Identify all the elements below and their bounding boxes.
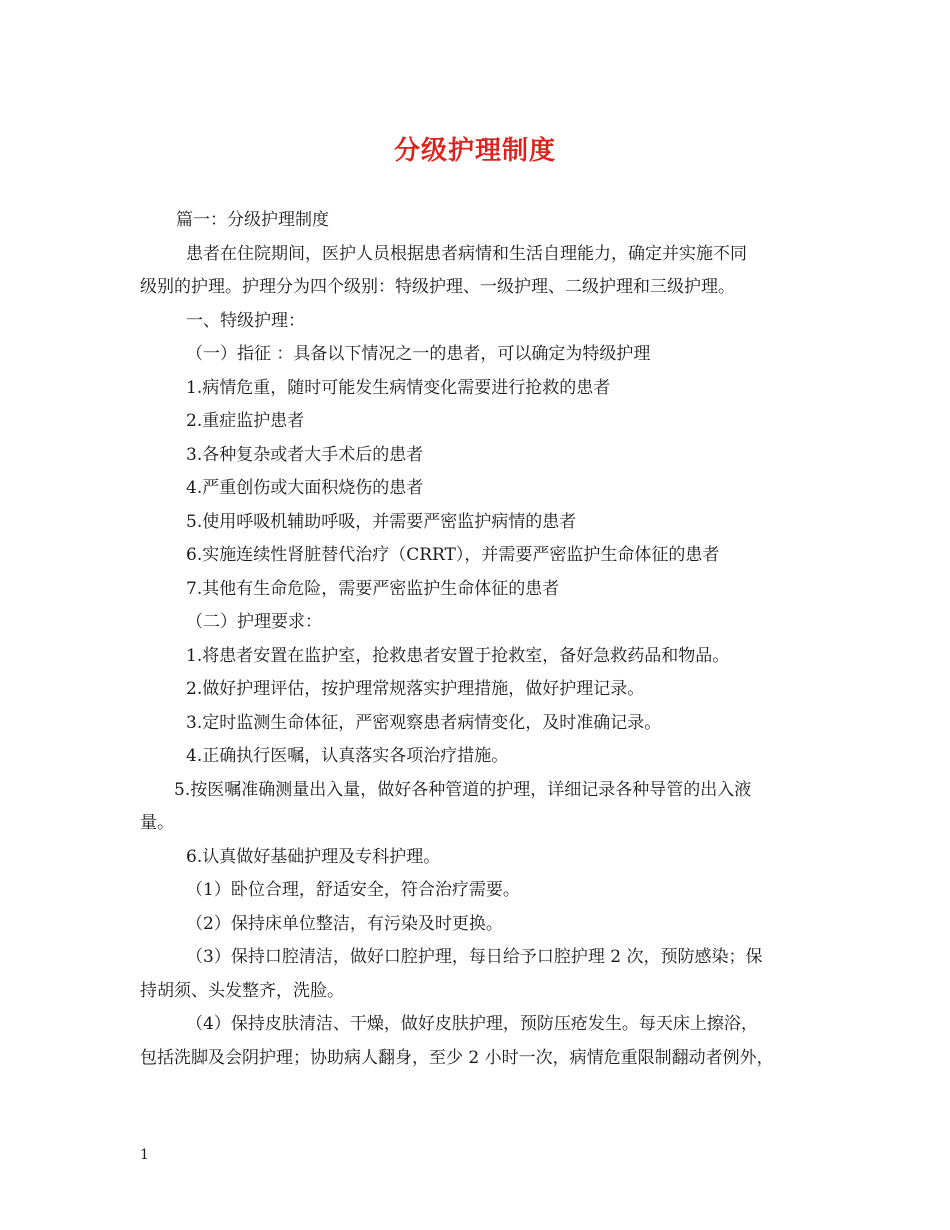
sub-list-item: （2）保持床单位整洁，有污染及时更换。 [186, 913, 503, 934]
section-heading: 篇一：分级护理制度 [176, 210, 329, 230]
list-item: 4.严重创伤或大面积烧伤的患者 [186, 478, 424, 498]
list-item: 3.各种复杂或者大手术后的患者 [186, 444, 424, 465]
paragraph-line: 患者在住院期间，医护人员根据患者病情和生活自理能力，确定并实施不同 [186, 243, 747, 264]
section-heading: 一、特级护理： [186, 310, 305, 331]
list-item-continuation: 量。 [140, 813, 174, 833]
document-title: 分级护理制度 [393, 136, 556, 166]
list-item: 5.按医嘱准确测量出入量，做好各种管道的护理，详细记录各种导管的出入液 [174, 779, 752, 800]
sub-list-item: （3）保持口腔清洁，做好口腔护理，每日给予口腔护理 2 次，预防感染；保 [186, 947, 763, 967]
sub-list-item: （1）卧位合理，舒适安全，符合治疗需要。 [186, 880, 520, 900]
document-body [140, 204, 820, 1075]
list-item: 6.认真做好基础护理及专科护理。 [186, 846, 441, 867]
list-item: 5.使用呼吸机辅助呼吸，并需要严密监护病情的患者 [186, 511, 577, 532]
list-item: 4.正确执行医嘱，认真落实各项治疗措施。 [186, 746, 509, 766]
list-item: 1.病情危重，随时可能发生病情变化需要进行抢救的患者 [186, 377, 611, 398]
list-item: 1.将患者安置在监护室，抢救患者安置于抢救室，备好急救药品和物品。 [186, 645, 730, 666]
sub-list-item-continuation: 持胡须、头发整齐，洗脸。 [140, 980, 344, 1001]
list-item: 3.定时监测生命体征，严密观察患者病情变化，及时准确记录。 [186, 712, 662, 733]
subsection-heading: （一）指征 ：具备以下情况之一的患者，可以确定为特级护理 [186, 344, 651, 364]
subsection-heading: （二）护理要求： [186, 612, 322, 632]
list-item: 2.做好护理评估，按护理常规落实护理措施，做好护理记录。 [186, 679, 645, 699]
page-number: 1 [140, 1147, 149, 1163]
sub-list-item: （4）保持皮肤清洁、干燥，做好皮肤护理，预防压疮发生。每天床上擦浴， [186, 1014, 758, 1034]
sub-list-item-continuation: 包括洗脚及会阴护理；协助病人翻身，至少 2 小时一次，病情危重限制翻动者例外， [140, 1047, 774, 1068]
list-item: 7.其他有生命危险，需要严密监护生命体征的患者 [186, 578, 560, 599]
list-item: 6.实施连续性肾脏替代治疗（CRRT），并需要严密监护生命体征的患者 [186, 545, 720, 565]
paragraph-line: 级别的护理。护理分为四个级别：特级护理、一级护理、二级护理和三级护理。 [140, 277, 735, 297]
list-item: 2.重症监护患者 [186, 411, 305, 431]
